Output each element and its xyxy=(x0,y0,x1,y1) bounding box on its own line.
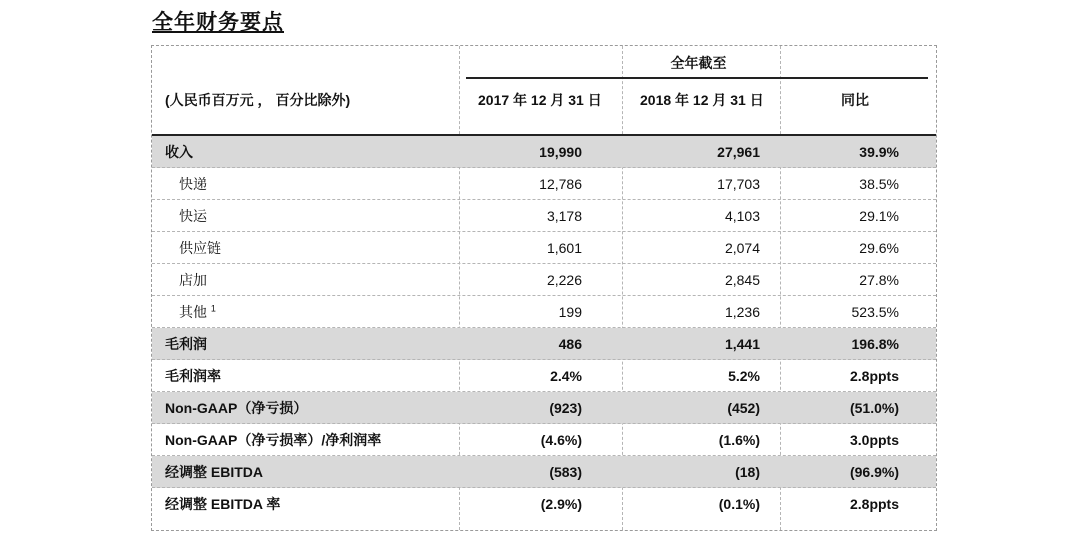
value-2018: 1,441 xyxy=(724,336,760,352)
table-row-adjusted-ebitda-margin xyxy=(152,488,936,520)
value-2017: (4.6%) xyxy=(540,432,582,448)
value-2018: (18) xyxy=(735,464,760,480)
table-row-gross-margin xyxy=(152,360,936,392)
page-title: 全年财务要点 xyxy=(152,10,284,34)
value-2018: 17,703 xyxy=(717,176,760,192)
row-label: 快运 xyxy=(179,208,207,224)
table-row-revenue xyxy=(152,136,936,168)
value-2018: 1,236 xyxy=(724,304,760,320)
table-row-supply-chain xyxy=(152,232,936,264)
value-2018: 5.2% xyxy=(728,368,760,384)
column-header-2018: 2018 年 12 月 31 日 xyxy=(640,92,764,108)
value-2018: 2,845 xyxy=(724,272,760,288)
value-2017: 199 xyxy=(558,304,582,320)
value-yoy: (96.9%) xyxy=(849,464,899,480)
row-label: 经调整 EBITDA 率 xyxy=(165,496,281,512)
period-header-rule xyxy=(466,77,928,79)
value-2017: 2,226 xyxy=(546,272,582,288)
value-2017: 19,990 xyxy=(539,144,582,160)
value-yoy: 29.6% xyxy=(859,240,899,256)
financial-table xyxy=(151,45,937,531)
row-label: 收入 xyxy=(165,144,193,160)
value-2018: (1.6%) xyxy=(718,432,760,448)
value-2017: 12,786 xyxy=(539,176,582,192)
row-label xyxy=(179,296,216,328)
value-2017: 2.4% xyxy=(550,368,582,384)
table-row-freight xyxy=(152,200,936,232)
value-yoy: 27.8% xyxy=(859,272,899,288)
row-label: 供应链 xyxy=(179,240,221,256)
column-header-2017: 2017 年 12 月 31 日 xyxy=(478,92,602,108)
table-row-express xyxy=(152,168,936,200)
value-2018: 27,961 xyxy=(717,144,760,160)
value-yoy: 39.9% xyxy=(859,144,899,160)
row-label: 毛利润率 xyxy=(165,368,221,384)
row-label: 店加 xyxy=(179,272,207,288)
value-yoy: 196.8% xyxy=(851,336,899,352)
value-yoy: 29.1% xyxy=(859,208,899,224)
footnote-marker: 1 xyxy=(210,303,216,314)
value-yoy: 38.5% xyxy=(859,176,899,192)
table-row-gross-profit xyxy=(152,328,936,360)
row-label: 经调整 EBITDA xyxy=(165,464,263,480)
period-header: 全年截至 xyxy=(670,55,727,71)
row-label: Non-GAAP（净亏损率）/净利润率 xyxy=(165,432,382,448)
row-label: 毛利润 xyxy=(165,336,207,352)
value-2017: (923) xyxy=(549,400,582,416)
value-2017: 3,178 xyxy=(546,208,582,224)
row-label: 快递 xyxy=(179,176,207,192)
table-row-non-gaap-net-margin xyxy=(152,424,936,456)
table-row-others xyxy=(152,296,936,328)
unit-label: (人民币百万元 ， 百分比除外) xyxy=(165,92,351,108)
value-2017: (2.9%) xyxy=(540,496,582,512)
value-yoy: (51.0%) xyxy=(849,400,899,416)
value-2018: 4,103 xyxy=(724,208,760,224)
table-row-non-gaap-net-loss xyxy=(152,392,936,424)
value-2018: 2,074 xyxy=(724,240,760,256)
value-yoy: 3.0ppts xyxy=(849,432,899,448)
value-2018: (452) xyxy=(727,400,760,416)
table-row-adjusted-ebitda xyxy=(152,456,936,488)
value-2017: (583) xyxy=(549,464,582,480)
value-yoy: 2.8ppts xyxy=(849,368,899,384)
value-2017: 486 xyxy=(558,336,582,352)
value-2017: 1,601 xyxy=(546,240,582,256)
row-label-text: 其他 xyxy=(179,304,207,320)
value-yoy: 2.8ppts xyxy=(849,496,899,512)
table-row-store-plus xyxy=(152,264,936,296)
column-header-yoy: 同比 xyxy=(841,92,869,108)
value-yoy: 523.5% xyxy=(851,304,899,320)
row-label: Non-GAAP（净亏损） xyxy=(165,400,308,416)
value-2018: (0.1%) xyxy=(718,496,760,512)
